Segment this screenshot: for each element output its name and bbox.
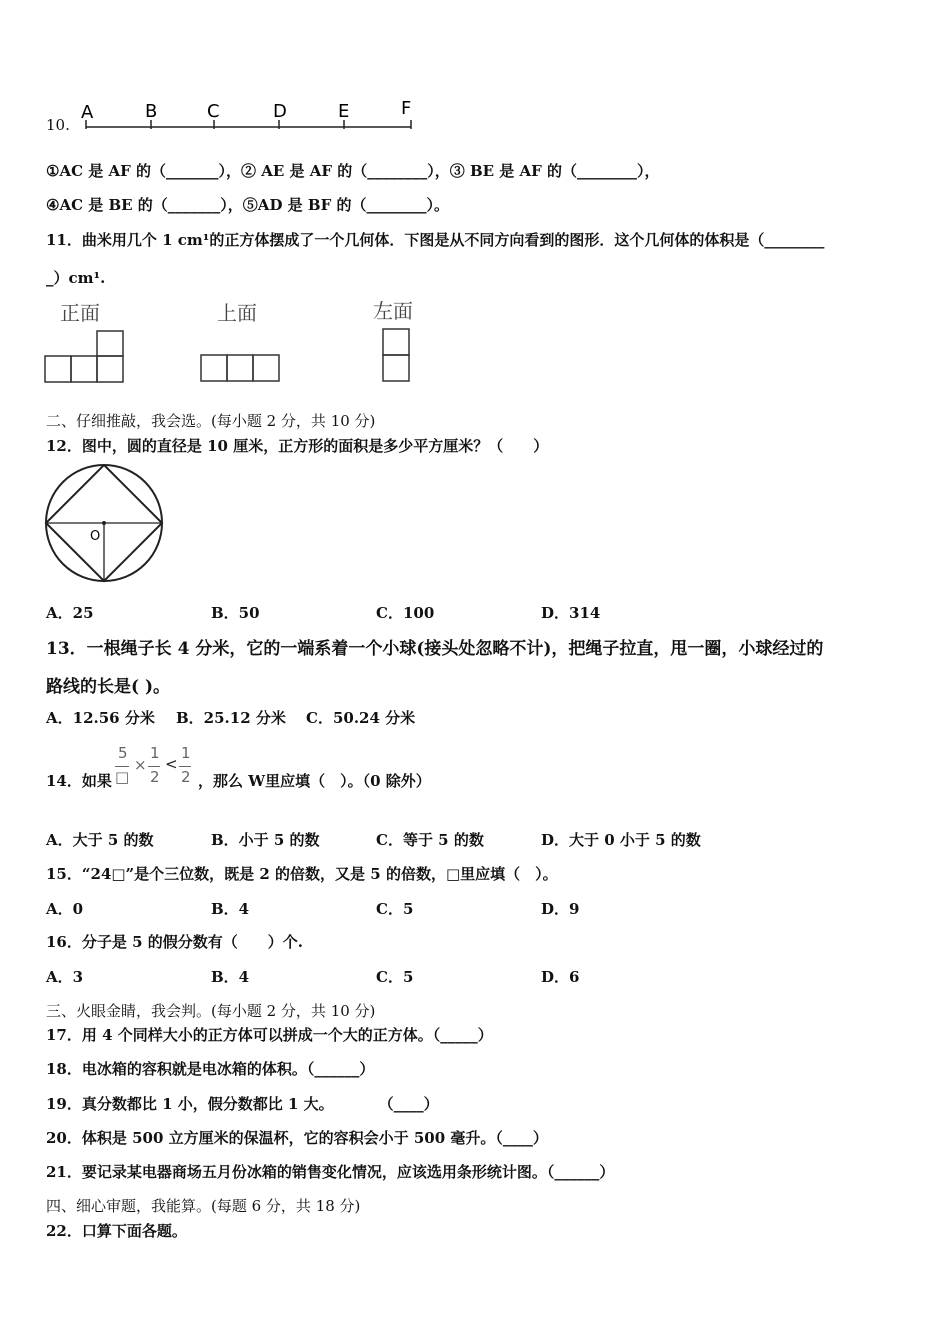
q13-option-c[interactable]: C．50.24 分米	[306, 709, 416, 727]
q10-line2: ④AC 是 BE 的（_______），⑤AD 是 BF 的（________）。	[46, 196, 449, 214]
q16-option-a[interactable]: A．3	[46, 968, 84, 986]
q19-text: 19．真分数都比 1 小，假分数都比 1 大。 （____）	[46, 1095, 439, 1113]
q21-text: 21．要记录某电器商场五月份冰箱的销售变化情况，应该选用条形统计图。（______）	[46, 1163, 615, 1181]
q15-text: 15．“24□”是个三位数，既是 2 的倍数，又是 5 的倍数，□里应填（ ）。	[46, 865, 558, 883]
point-label-a: A	[81, 102, 94, 123]
point-label-e: E	[338, 101, 350, 122]
q14-prefix: 14．如果	[46, 772, 112, 790]
q14-fraction-expression	[112, 744, 196, 792]
q16-option-b[interactable]: B．4	[211, 968, 250, 986]
point-label-b: B	[145, 101, 158, 122]
q13-line2: 路线的长是( )。	[46, 677, 171, 697]
q10-line1: ①AC 是 AF 的（_______），② AE 是 AF 的（________），③ BE 是 AF 的（________），	[46, 162, 660, 180]
q11-line1: 11．曲米用几个 1 cm¹的正方体摆成了一个几何体．下图是从不同方向看到的图形．这个几何体的体积是（________	[46, 231, 825, 249]
less-than-sign: <	[165, 755, 178, 773]
times-sign: ×	[134, 756, 147, 774]
frac3-den: 2	[181, 768, 191, 786]
q20-text: 20．体积是 500 立方厘米的保温杯，它的容积会小于 500 毫升。（____）	[46, 1129, 548, 1147]
q12-option-d[interactable]: D．314	[541, 604, 601, 622]
circle-square-figure	[43, 462, 167, 586]
q18-text: 18．电冰箱的容积就是电冰箱的体积。（______）	[46, 1060, 375, 1078]
left-view-figure	[382, 328, 412, 384]
view-label-left: 左面	[373, 299, 413, 323]
section-4-heading: 四、细心审题，我能算。(每题 6 分，共 18 分)	[46, 1197, 361, 1215]
view-label-top: 上面	[217, 301, 257, 325]
center-label: O	[90, 529, 101, 544]
q16-option-c[interactable]: C．5	[376, 968, 414, 986]
q15-option-b[interactable]: B．4	[211, 900, 250, 918]
q12-text: 12．图中，圆的直径是 10 厘米，正方形的面积是多少平方厘米？（ ）	[46, 437, 549, 455]
front-view-figure	[44, 330, 124, 386]
q14-option-a[interactable]: A．大于 5 的数	[46, 831, 154, 849]
top-view-figure	[200, 353, 280, 385]
q10-number: 10.	[46, 116, 70, 134]
q14-option-d[interactable]: D．大于 0 小于 5 的数	[541, 831, 701, 849]
point-label-c: C	[207, 101, 220, 122]
q12-option-a[interactable]: A．25	[46, 604, 94, 622]
q15-option-a[interactable]: A．0	[46, 900, 84, 918]
section-2-heading: 二、仔细推敲，我会选。(每小题 2 分，共 10 分)	[46, 412, 376, 430]
frac3-num: 1	[181, 744, 191, 762]
q15-option-c[interactable]: C．5	[376, 900, 414, 918]
q14-suffix: ，那么 W里应填（ ）。（0 除外）	[198, 772, 431, 790]
view-label-front: 正面	[60, 301, 100, 325]
frac1-num: 5	[118, 744, 128, 762]
q13-option-a[interactable]: A．12.56 分米	[46, 709, 155, 727]
section-3-heading: 三、火眼金睛，我会判。(每小题 2 分，共 10 分)	[46, 1002, 376, 1020]
q14-option-b[interactable]: B．小于 5 的数	[211, 831, 320, 849]
q15-option-d[interactable]: D．9	[541, 900, 580, 918]
frac2-den: 2	[150, 768, 160, 786]
q16-text: 16．分子是 5 的假分数有（ ）个.	[46, 933, 303, 951]
q16-option-d[interactable]: D．6	[541, 968, 580, 986]
q11-line2: _）cm¹.	[46, 269, 106, 287]
q10-segment-diagram	[78, 96, 418, 136]
frac2-bar	[148, 766, 160, 767]
q12-option-c[interactable]: C．100	[376, 604, 435, 622]
frac2-num: 1	[150, 744, 160, 762]
q12-option-b[interactable]: B．50	[211, 604, 260, 622]
q14-option-c[interactable]: C．等于 5 的数	[376, 831, 484, 849]
frac1-bar	[115, 766, 129, 767]
point-label-f: F	[401, 98, 412, 119]
q13-line1: 13．一根绳子长 4 分米，它的一端系着一个小球(接头处忽略不计)，把绳子拉直，甩一圈，小球经过的	[46, 639, 824, 659]
frac1-den: □	[115, 768, 130, 786]
q17-text: 17．用 4 个同样大小的正方体可以拼成一个大的正方体。（_____）	[46, 1026, 493, 1044]
q22-text: 22．口算下面各题。	[46, 1222, 187, 1240]
q13-option-b[interactable]: B．25.12 分米	[176, 709, 286, 727]
point-label-d: D	[273, 101, 287, 122]
frac3-bar	[179, 766, 191, 767]
